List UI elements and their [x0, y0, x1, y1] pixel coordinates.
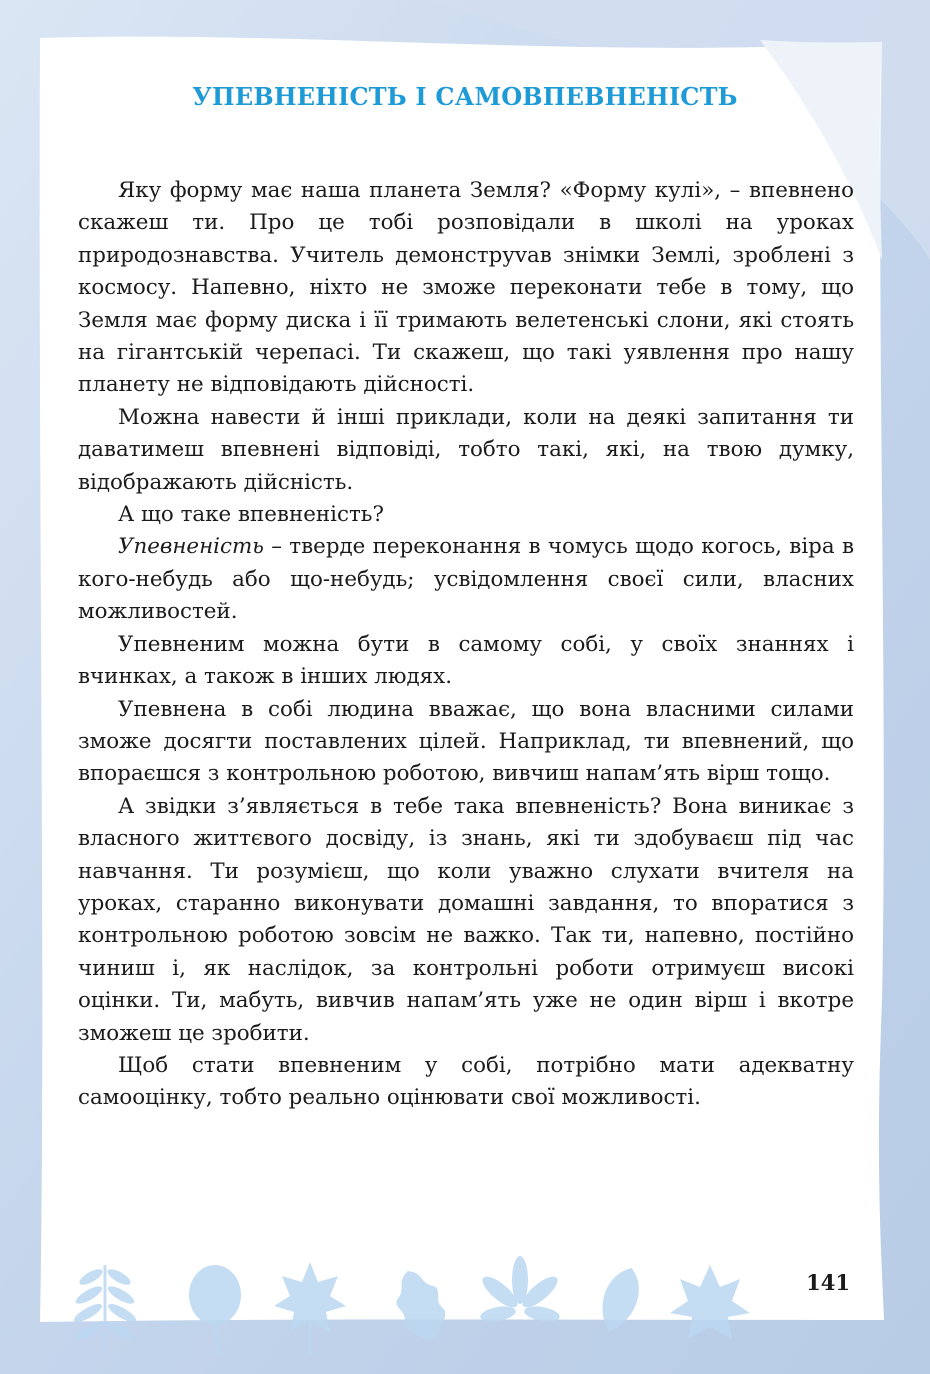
paragraph-3: А що таке впевненість?	[118, 502, 384, 528]
paragraph-1: Яку форму має наша планета Земля? «Форму кулі», – впевнено скажеш ти. Про це тобі розповідали в школі на уроках природознавства. Учитель демонструvав знімки Землі, зроблені з космосу. Напевно, ніхто не зможе переконати тебе в тому, що Земля має форму диска і її тримають велетенські слони, які стоять на гігантській черепасі. Ти скажеш, що такі уявлення про нашу планету не відповідають дійсності.	[78, 178, 854, 398]
birch-leaf-icon	[593, 1262, 647, 1337]
chestnut-leaf-icon	[478, 1256, 562, 1324]
paragraph-8: Щоб стати впевненим у собі, потрібно мати адекватну самооцінку, тобто реально оцінювати свої можливості.	[78, 1052, 854, 1111]
footer-leaves	[0, 1250, 930, 1374]
oak-leaf-icon	[387, 1264, 452, 1347]
round-leaf-icon	[189, 1265, 241, 1355]
paragraph-2: Можна навести й інші приклади, коли на деякі запитання ти даватимеш впевнені відповіді, тобто такі, які, на твою думку, відображають дійсність.	[78, 404, 854, 495]
paragraph-6: Упевнена в собі людина вважає, що вона власними силами зможе досягти поставлених цілей. Наприклад, ти впевнений, що впораєшся з контрольною роботою, вивчиш напам’ять вірш тощо.	[78, 696, 854, 787]
maple-leaf-icon	[274, 1262, 346, 1355]
paragraph-definition	[78, 531, 854, 628]
main-text	[78, 175, 854, 1115]
paragraph-5: Упевненим можна бути в самому собі, у своїх знаннях і вчинках, а також в інших людях.	[78, 631, 854, 690]
defined-term: Упевненість	[118, 534, 264, 560]
page-number: 141	[806, 1270, 850, 1295]
definition-text: – тверде переконання в чомусь щодо когось, віра в кого-небудь або що-небудь; усвідомлення своєї сили, власних можливостей.	[78, 534, 854, 625]
maple-leaf-icon	[670, 1265, 750, 1339]
paragraph-7: А звідки з’являється в тебе така впевненість? Вона виникає з власного життєвого досвіду, із знань, які ти здобуваєш під час навчання. Ти розумієш, що коли уважно слухати вчителя на уроках, старанно виконувати домашні завдання, то впоратися з контрольною роботою зовсім не важко. Так ти, напевно, постійно чиниш і, як наслідок, за контрольні роботи отримуєш високі оцінки. Ти, мабуть, вивчив напам’ять уже не один вірш і вкотре зможеш це зробити.	[78, 793, 854, 1046]
page-title: УПЕВНЕНІСТЬ І САМОВПЕВНЕНІСТЬ	[192, 82, 738, 111]
fern-leaf-icon	[72, 1265, 139, 1355]
